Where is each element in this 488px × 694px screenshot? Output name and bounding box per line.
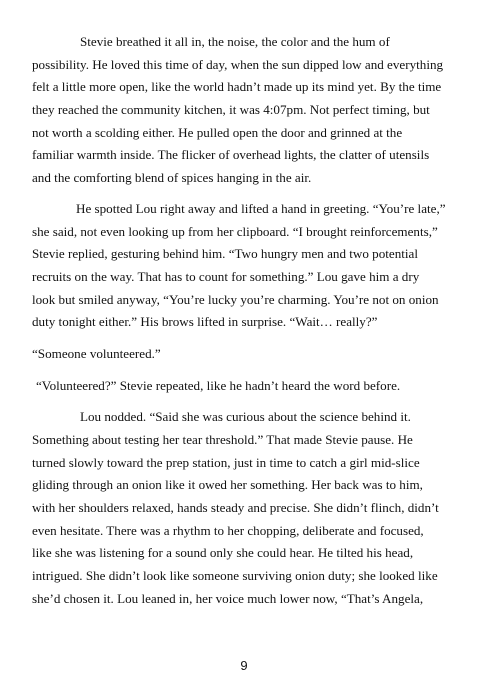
text-line: not worth a scolding either. He pulled open the door and grinned at the — [32, 124, 403, 140]
text-line: familiar warmth inside. The flicker of overhead lights, the clatter of utensils — [32, 147, 430, 163]
text-line: look but smiled anyway, “You’re lucky you’re charming. You’re not on onion — [32, 291, 439, 307]
text-line: they reached the community kitchen, it was 4:07pm. Not perfect timing, but — [32, 102, 430, 118]
text-line: recruits on the way. That has to count for something.” Lou gave him a dry — [32, 268, 420, 284]
text-line: “Volunteered?” Stevie repeated, like he hadn’t heard the word before. — [36, 377, 401, 393]
text-line: Stevie replied, gesturing behind him. “Two hungry men and two potential — [32, 246, 418, 262]
text-line: turned slowly toward the prep station, just in time to catch a girl mid-slice — [32, 454, 420, 470]
text-line: He spotted Lou right away and lifted a hand in greeting. “You’re late,” — [76, 200, 446, 216]
text-line: she’d chosen it. Lou leaned in, her voice much lower now, “That’s Angela, — [32, 590, 424, 606]
text-line: felt a little more open, like the world hadn’t made up its mind yet. By the time — [32, 79, 442, 95]
text-line: Stevie breathed it all in, the noise, the color and the hum of — [80, 34, 390, 49]
body-text — [32, 31, 462, 611]
paragraph-5 — [32, 406, 462, 610]
page-number: 9 — [240, 658, 248, 673]
text-line: with her shoulders relaxed, hands steady and precise. She didn’t flinch, didn’t — [32, 500, 439, 516]
text-line: “Someone volunteered.” — [32, 345, 161, 361]
text-line: like she was listening for a sound only she could hear. He tilted his head, — [32, 545, 414, 561]
text-line: possibility. He loved this time of day, when the sun dipped low and everything — [32, 56, 444, 72]
paragraph-2 — [32, 198, 462, 334]
paragraph-1 — [32, 31, 462, 190]
text-line: gliding through an onion like it owed her something. Her back was to him, — [32, 477, 423, 493]
text-line: Lou nodded. “Said she was curious about the science behind it. — [80, 409, 411, 425]
text-line: intrigued. She didn’t look like someone surviving onion duty; she looked like — [32, 568, 438, 584]
paragraph-3 — [32, 343, 462, 366]
text-line: and the comforting blend of spices hanging in the air. — [32, 170, 312, 186]
text-line: even hesitate. There was a rhythm to her chopping, deliberate and focused, — [32, 522, 424, 538]
paragraph-4 — [32, 375, 462, 398]
text-line: Something about testing her tear threshold.” That made Stevie pause. He — [32, 432, 413, 447]
text-line: duty tonight either.” His brows lifted in surprise. “Wait… really?” — [32, 314, 378, 330]
text-line: she said, not even looking up from her clipboard. “I brought reinforcements,” — [32, 223, 438, 239]
